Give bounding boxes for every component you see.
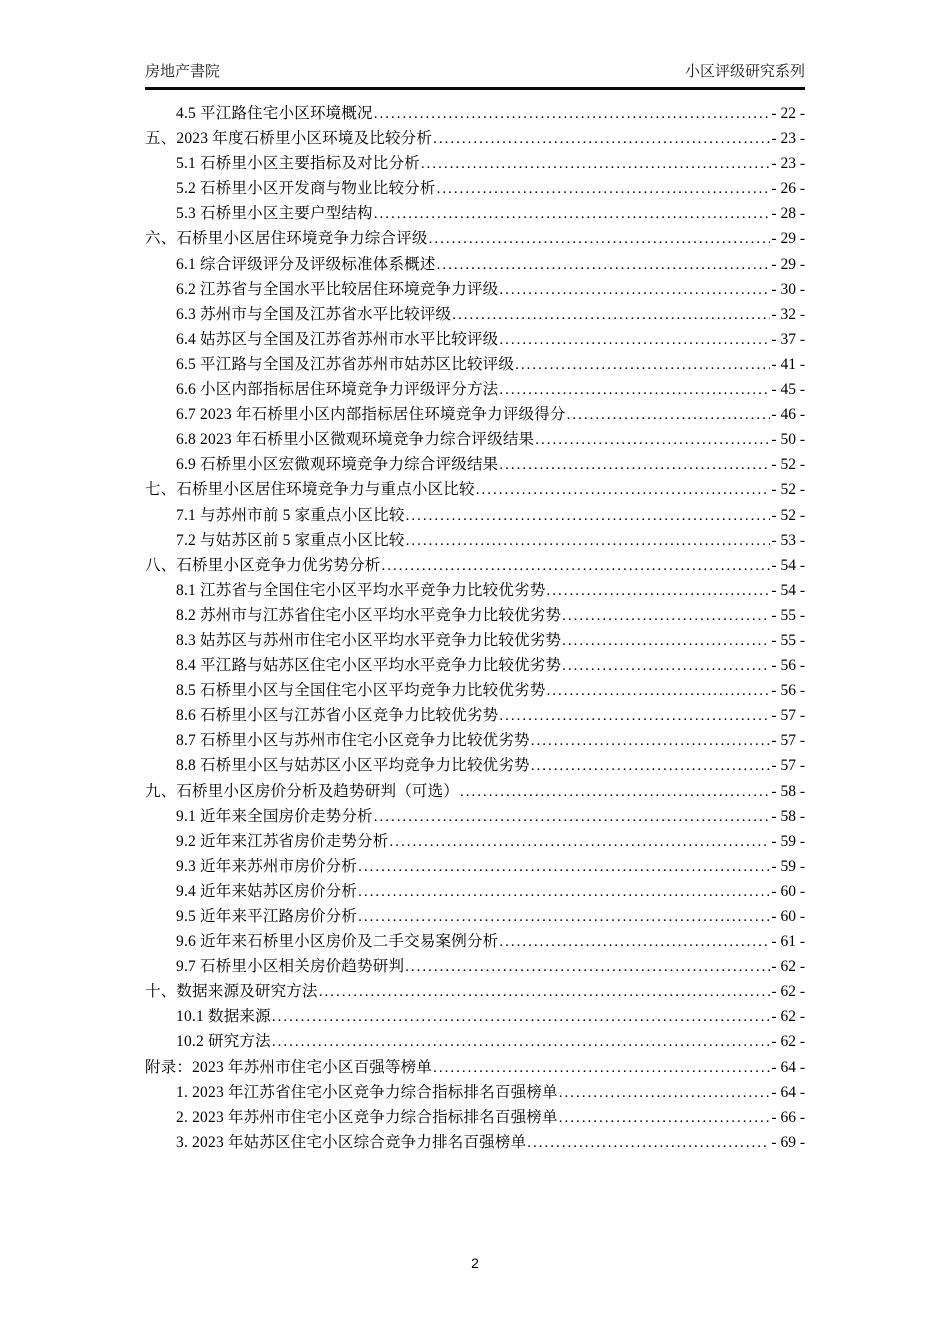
toc-entry-page: - 56 - bbox=[771, 682, 805, 700]
toc-dot-leader bbox=[319, 984, 771, 1001]
toc-entry[interactable] bbox=[145, 101, 805, 126]
header-rule-divider bbox=[145, 87, 805, 90]
toc-entry[interactable] bbox=[145, 553, 805, 578]
toc-dot-leader bbox=[546, 583, 770, 600]
toc-entry[interactable] bbox=[145, 753, 805, 778]
toc-dot-leader bbox=[562, 658, 770, 675]
toc-entry[interactable] bbox=[145, 1130, 805, 1155]
toc-dot-leader bbox=[527, 1135, 770, 1152]
toc-entry[interactable] bbox=[145, 1105, 805, 1130]
toc-entry[interactable] bbox=[145, 402, 805, 427]
toc-entry-page: - 29 - bbox=[771, 255, 805, 273]
toc-dot-leader bbox=[358, 884, 770, 901]
toc-entry-title: 4.5 平江路住宅小区环境概况 bbox=[176, 105, 373, 122]
toc-entry[interactable] bbox=[145, 728, 805, 753]
toc-entry-title: 十、数据来源及研究方法 bbox=[145, 983, 318, 1001]
toc-dot-leader bbox=[499, 382, 770, 399]
toc-dot-leader bbox=[405, 959, 770, 976]
toc-entry-title: 8.7 石桥里小区与苏州市住宅小区竞争力比较优劣势 bbox=[176, 732, 530, 750]
toc-entry-title: 9.5 近年来平江路房价分析 bbox=[176, 908, 358, 925]
toc-dot-leader bbox=[567, 407, 771, 424]
toc-entry-title: 6.6 小区内部指标居住环境竞争力评级评分方法 bbox=[176, 381, 499, 399]
toc-entry-title: 5.2 石桥里小区开发商与物业比较分析 bbox=[176, 180, 436, 198]
toc-entry-title: 5.3 石桥里小区主要户型结构 bbox=[176, 205, 373, 223]
toc-entry-page: - 60 - bbox=[771, 882, 805, 900]
toc-entry-title: 8.6 石桥里小区与江苏省小区竞争力比较优劣势 bbox=[176, 707, 499, 725]
header-right-text: 小区评级研究系列 bbox=[684, 63, 805, 80]
toc-entry-page: - 55 - bbox=[771, 631, 805, 649]
toc-entry-page: - 56 - bbox=[771, 657, 805, 675]
toc-entry-page: - 53 - bbox=[771, 531, 805, 549]
toc-entry-title: 9.3 近年来苏州市房价分析 bbox=[176, 857, 358, 875]
toc-dot-leader bbox=[559, 1110, 771, 1127]
toc-dot-leader bbox=[460, 784, 770, 801]
toc-entry-page: - 64 - bbox=[771, 1058, 805, 1076]
toc-entry[interactable] bbox=[145, 929, 805, 954]
toc-entry[interactable] bbox=[145, 854, 805, 879]
toc-dot-leader bbox=[358, 859, 770, 876]
toc-dot-leader bbox=[437, 181, 771, 198]
toc-entry[interactable] bbox=[145, 452, 805, 477]
toc-entry-page: - 52 - bbox=[771, 506, 805, 524]
toc-entry-title: 6.9 石桥里小区宏微观环境竞争力综合评级结果 bbox=[176, 456, 499, 474]
toc-entry-title: 10.2 研究方法 bbox=[176, 1033, 271, 1051]
toc-entry-title: 8.1 江苏省与全国住宅小区平均水平竞争力比较优劣势 bbox=[176, 581, 546, 599]
toc-entry[interactable] bbox=[145, 1080, 805, 1105]
toc-entry[interactable] bbox=[145, 302, 805, 327]
toc-dot-leader bbox=[531, 758, 771, 775]
toc-entry-page: - 58 - bbox=[771, 807, 805, 825]
toc-entry-page: - 58 - bbox=[771, 782, 805, 800]
toc-entry-title: 5.1 石桥里小区主要指标及对比分析 bbox=[176, 155, 420, 173]
toc-entry[interactable] bbox=[145, 176, 805, 201]
toc-entry-title: 9.7 石桥里小区相关房价趋势研判 bbox=[176, 958, 405, 976]
toc-dot-leader bbox=[531, 733, 771, 750]
toc-dot-leader bbox=[546, 683, 770, 700]
toc-entry-page: - 41 - bbox=[771, 355, 805, 373]
toc-entry-page: - 62 - bbox=[771, 983, 805, 1001]
toc-dot-leader bbox=[499, 457, 770, 474]
toc-entry[interactable] bbox=[145, 603, 805, 628]
toc-dot-leader bbox=[515, 357, 770, 374]
header-left-text: 房地产書院 bbox=[145, 63, 221, 80]
toc-entry-title: 五、2023 年度石桥里小区环境及比较分析 bbox=[145, 130, 433, 148]
toc-entry-title: 九、石桥里小区房价分析及趋势研判（可选） bbox=[145, 782, 460, 800]
toc-entry-page: - 62 - bbox=[771, 1008, 805, 1026]
toc-dot-leader bbox=[374, 206, 771, 223]
table-of-contents bbox=[145, 101, 805, 1155]
toc-entry[interactable] bbox=[145, 201, 805, 226]
toc-entry-title: 8.3 姑苏区与苏州市住宅小区平均水平竞争力比较优劣势 bbox=[176, 631, 562, 649]
toc-entry-page: - 60 - bbox=[771, 908, 805, 925]
toc-dot-leader bbox=[452, 307, 770, 324]
toc-entry-title: 10.1 数据来源 bbox=[176, 1008, 271, 1026]
toc-dot-leader bbox=[406, 508, 771, 525]
page-footer bbox=[0, 1255, 950, 1271]
toc-entry-title: 6.7 2023 年石桥里小区内部指标居住环境竞争力评级得分 bbox=[176, 406, 566, 424]
toc-entry-title: 7.2 与姑苏区前 5 家重点小区比较 bbox=[176, 531, 405, 549]
toc-entry-title: 七、石桥里小区居住环境竞争力与重点小区比较 bbox=[145, 481, 475, 499]
toc-entry[interactable] bbox=[145, 829, 805, 854]
toc-entry[interactable] bbox=[145, 979, 805, 1004]
toc-entry-title: 8.5 石桥里小区与全国住宅小区平均竞争力比较优劣势 bbox=[176, 682, 546, 700]
toc-entry-page: - 54 - bbox=[771, 581, 805, 599]
toc-entry-page: - 52 - bbox=[771, 481, 805, 499]
toc-entry-title: 6.8 2023 年石桥里小区微观环境竞争力综合评级结果 bbox=[176, 431, 535, 449]
toc-dot-leader bbox=[437, 257, 771, 274]
toc-entry-page: - 52 - bbox=[771, 456, 805, 474]
toc-entry[interactable] bbox=[145, 779, 805, 804]
toc-entry-page: - 46 - bbox=[771, 406, 805, 424]
toc-entry[interactable] bbox=[145, 427, 805, 452]
toc-entry-page: - 62 - bbox=[771, 958, 805, 976]
toc-entry-title: 9.4 近年来姑苏区房价分析 bbox=[176, 882, 358, 900]
toc-entry-page: - 22 - bbox=[771, 105, 805, 122]
toc-entry-title: 附录：2023 年苏州市住宅小区百强等榜单 bbox=[145, 1058, 433, 1076]
toc-entry-page: - 26 - bbox=[771, 180, 805, 198]
toc-dot-leader bbox=[389, 834, 770, 851]
toc-entry[interactable] bbox=[145, 352, 805, 377]
toc-entry-title: 9.1 近年来全国房价走势分析 bbox=[176, 807, 373, 825]
toc-dot-leader bbox=[406, 533, 771, 550]
toc-entry-title: 6.5 平江路与全国及江苏省苏州市姑苏区比较评级 bbox=[176, 355, 515, 373]
toc-entry-page: - 64 - bbox=[771, 1083, 805, 1101]
toc-dot-leader bbox=[374, 106, 771, 123]
toc-entry-page: - 45 - bbox=[771, 381, 805, 399]
toc-dot-leader bbox=[535, 432, 770, 449]
toc-entry-title: 1. 2023 年江苏省住宅小区竞争力综合指标排名百强榜单 bbox=[176, 1083, 558, 1101]
toc-entry-page: - 23 - bbox=[771, 130, 805, 148]
toc-entry-title: 9.2 近年来江苏省房价走势分析 bbox=[176, 832, 389, 850]
toc-dot-leader bbox=[499, 282, 770, 299]
toc-entry[interactable] bbox=[145, 678, 805, 703]
toc-entry[interactable] bbox=[145, 377, 805, 402]
toc-entry-page: - 66 - bbox=[771, 1108, 805, 1126]
page-header bbox=[145, 62, 805, 82]
toc-entry-page: - 50 - bbox=[771, 431, 805, 449]
toc-entry-page: - 32 - bbox=[771, 305, 805, 323]
toc-entry[interactable] bbox=[145, 804, 805, 829]
toc-entry-title: 2. 2023 年苏州市住宅小区竞争力综合指标排名百强榜单 bbox=[176, 1108, 558, 1126]
toc-entry-page: - 59 - bbox=[771, 832, 805, 850]
toc-dot-leader bbox=[499, 332, 770, 349]
toc-entry[interactable] bbox=[145, 628, 805, 653]
toc-entry-title: 8.2 苏州市与江苏省住宅小区平均水平竞争力比较优劣势 bbox=[176, 606, 562, 624]
toc-entry[interactable] bbox=[145, 252, 805, 277]
toc-dot-leader bbox=[421, 156, 771, 173]
toc-entry[interactable] bbox=[145, 503, 805, 528]
toc-entry[interactable] bbox=[145, 1029, 805, 1054]
toc-dot-leader bbox=[433, 1060, 770, 1077]
toc-dot-leader bbox=[433, 131, 770, 148]
toc-entry[interactable] bbox=[145, 1055, 805, 1080]
toc-entry-page: - 29 - bbox=[771, 230, 805, 248]
toc-entry-title: 8.8 石桥里小区与姑苏区小区平均竞争力比较优劣势 bbox=[176, 757, 530, 775]
toc-entry-page: - 59 - bbox=[771, 857, 805, 875]
toc-entry-page: - 30 - bbox=[771, 280, 805, 298]
toc-entry[interactable] bbox=[145, 578, 805, 603]
toc-entry-page: - 69 - bbox=[771, 1133, 805, 1151]
toc-entry[interactable] bbox=[145, 477, 805, 502]
toc-entry-title: 6.4 姑苏区与全国及江苏省苏州市水平比较评级 bbox=[176, 330, 499, 348]
toc-entry-page: - 61 - bbox=[771, 933, 805, 951]
toc-dot-leader bbox=[358, 909, 770, 926]
toc-entry-title: 9.6 近年来石桥里小区房价及二手交易案例分析 bbox=[176, 933, 499, 951]
toc-dot-leader bbox=[272, 1034, 771, 1051]
toc-entry-page: - 37 - bbox=[771, 330, 805, 348]
toc-entry[interactable] bbox=[145, 653, 805, 678]
toc-entry-page: - 62 - bbox=[771, 1033, 805, 1051]
toc-entry[interactable] bbox=[145, 528, 805, 553]
toc-entry-title: 6.2 江苏省与全国水平比较居住环境竞争力评级 bbox=[176, 280, 499, 298]
toc-entry[interactable] bbox=[145, 226, 805, 251]
toc-entry-page: - 28 - bbox=[771, 205, 805, 223]
toc-dot-leader bbox=[476, 482, 771, 499]
toc-entry[interactable] bbox=[145, 126, 805, 151]
toc-dot-leader bbox=[562, 608, 770, 625]
page-number: 2 bbox=[471, 1255, 479, 1271]
toc-entry-page: - 57 - bbox=[771, 707, 805, 725]
toc-dot-leader bbox=[374, 809, 771, 826]
toc-dot-leader bbox=[382, 558, 771, 575]
toc-entry-title: 3. 2023 年姑苏区住宅小区综合竞争力排名百强榜单 bbox=[176, 1133, 527, 1151]
toc-dot-leader bbox=[499, 934, 770, 951]
toc-entry-page: - 57 - bbox=[771, 732, 805, 750]
toc-dot-leader bbox=[559, 1085, 771, 1102]
toc-entry-title: 7.1 与苏州市前 5 家重点小区比较 bbox=[176, 506, 405, 524]
toc-entry-page: - 54 - bbox=[771, 556, 805, 574]
toc-entry[interactable] bbox=[145, 1004, 805, 1029]
toc-entry-page: - 55 - bbox=[771, 606, 805, 624]
toc-dot-leader bbox=[562, 633, 770, 650]
toc-entry[interactable] bbox=[145, 879, 805, 904]
toc-dot-leader bbox=[272, 1009, 771, 1026]
toc-entry-title: 6.1 综合评级评分及评级标准体系概述 bbox=[176, 255, 436, 273]
toc-entry[interactable] bbox=[145, 904, 805, 929]
toc-entry[interactable] bbox=[145, 277, 805, 302]
toc-entry-title: 六、石桥里小区居住环境竞争力综合评级 bbox=[145, 230, 428, 248]
toc-entry-title: 6.3 苏州市与全国及江苏省水平比较评级 bbox=[176, 305, 452, 323]
toc-dot-leader bbox=[429, 231, 771, 248]
toc-entry-page: - 23 - bbox=[771, 155, 805, 173]
toc-dot-leader bbox=[499, 708, 770, 725]
toc-entry[interactable] bbox=[145, 954, 805, 979]
toc-entry-page: - 57 - bbox=[771, 757, 805, 775]
toc-entry[interactable] bbox=[145, 151, 805, 176]
toc-entry[interactable] bbox=[145, 327, 805, 352]
toc-entry[interactable] bbox=[145, 703, 805, 728]
toc-entry-title: 8.4 平江路与姑苏区住宅小区平均水平竞争力比较优劣势 bbox=[176, 657, 562, 675]
toc-entry-title: 八、石桥里小区竞争力优劣势分析 bbox=[145, 556, 381, 574]
